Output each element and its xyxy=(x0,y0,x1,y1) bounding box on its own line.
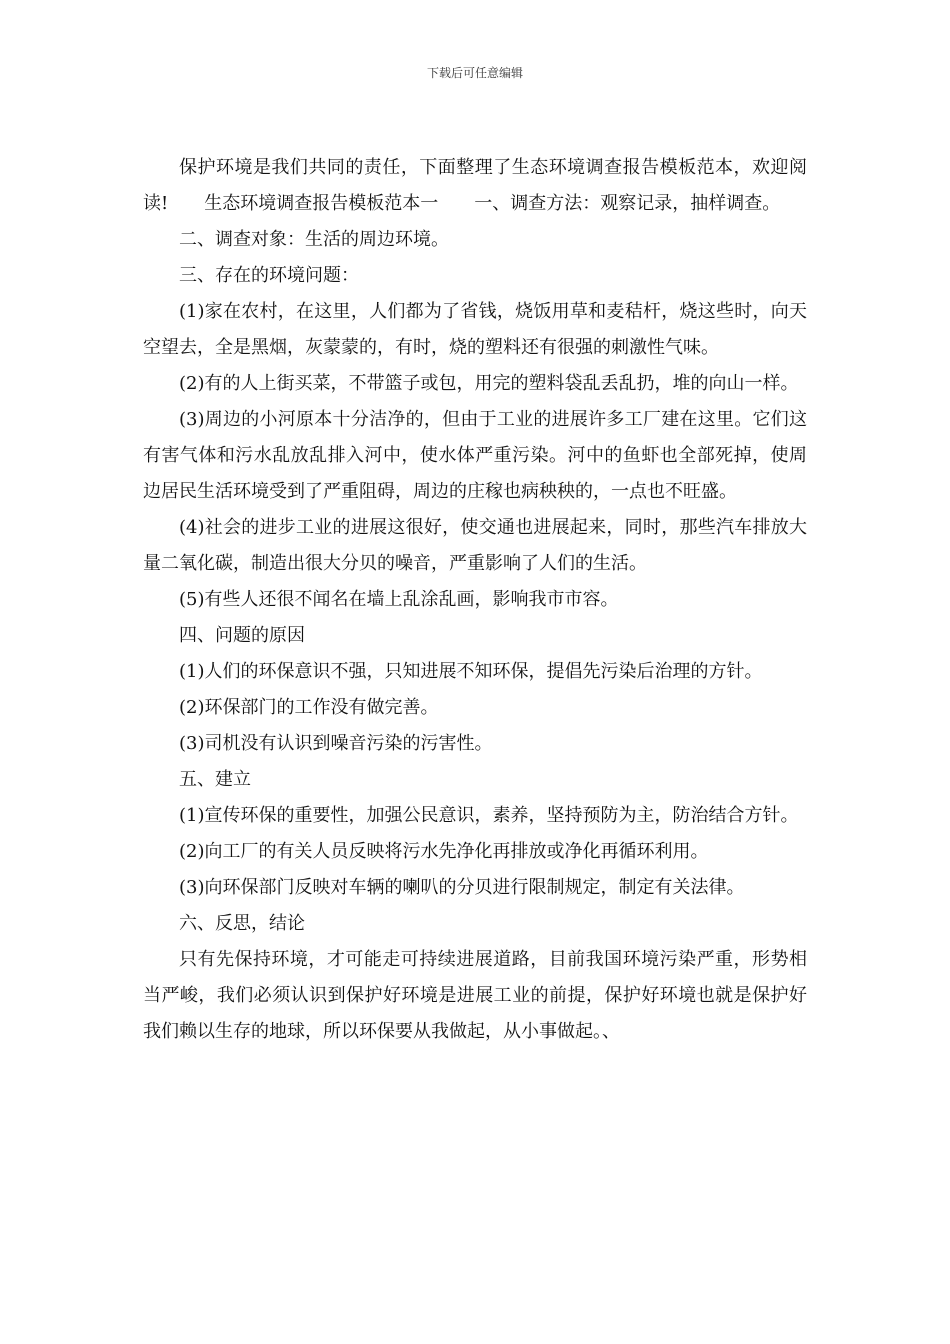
problem-item-4: (4)社会的进步工业的进展这很好，使交通也进展起来，同时，那些汽车排放大量二氧化碳，制造出很大分贝的噪音，严重影响了人们的生活。 xyxy=(143,517,807,574)
problem-item-5: (5)有些人还很不闻名在墙上乱涂乱画，影响我市市容。 xyxy=(179,589,619,610)
section-heading-problems: 三、存在的环境问题： xyxy=(179,265,359,286)
problem-item-1: (1)家在农村，在这里，人们都为了省钱，烧饭用草和麦秸杆，烧这些时，向天空望去，全是黑烟，灰蒙蒙的，有时，烧的塑料还有很强的刺激性气味。 xyxy=(143,301,807,358)
cause-item-2: (2)环保部门的工作没有做完善。 xyxy=(179,697,439,718)
section-heading-conclusion: 六、反思，结论 xyxy=(179,913,305,934)
suggestion-item-2: (2)向工厂的有关人员反映将污水先净化再排放或净化再循环利用。 xyxy=(179,841,709,862)
cause-item-1: (1)人们的环保意识不强，只知进展不知环保，提倡先污染后治理的方针。 xyxy=(179,661,763,682)
page-header: 下载后可任意编辑 xyxy=(426,66,523,80)
document-body xyxy=(143,150,807,1050)
section-heading-suggestions: 五、建立 xyxy=(179,769,251,790)
suggestion-item-3: (3)向环保部门反映对车辆的喇叭的分贝进行限制规定，制定有关法律。 xyxy=(179,877,745,898)
conclusion-paragraph: 只有先保持环境，才可能走可持续进展道路，目前我国环境污染严重，形势相当严峻，我们必须认识到保护好环境是进展工业的前提，保护好环境也就是保护好我们赖以生存的地球，所以环保要从我做起，从小事做起。、 xyxy=(143,949,807,1042)
section-heading-objects: 二、调查对象：生活的周边环境。 xyxy=(179,229,449,250)
cause-item-3: (3)司机没有认识到噪音污染的污害性。 xyxy=(179,733,493,754)
problem-item-2: (2)有的人上街买菜，不带篮子或包，用完的塑料袋乱丢乱扔，堆的向山一样。 xyxy=(179,373,799,394)
intro-paragraph: 保护环境是我们共同的责任，下面整理了生态环境调查报告模板范本，欢迎阅读! 生态环境调查报告模板范本一 一、调查方法：观察记录，抽样调查。 xyxy=(143,157,807,214)
suggestion-item-1: (1)宣传环保的重要性，加强公民意识，素养，坚持预防为主，防治结合方针。 xyxy=(179,805,799,826)
section-heading-causes: 四、问题的原因 xyxy=(179,625,305,646)
problem-item-3: (3)周边的小河原本十分洁净的，但由于工业的进展许多工厂建在这里。它们这有害气体和污水乱放乱排入河中，使水体严重污染。河中的鱼虾也全部死掉，使周边居民生活环境受到了严重阻碍，周边的庄稼也病秧秧的，一点也不旺盛。 xyxy=(143,409,807,502)
